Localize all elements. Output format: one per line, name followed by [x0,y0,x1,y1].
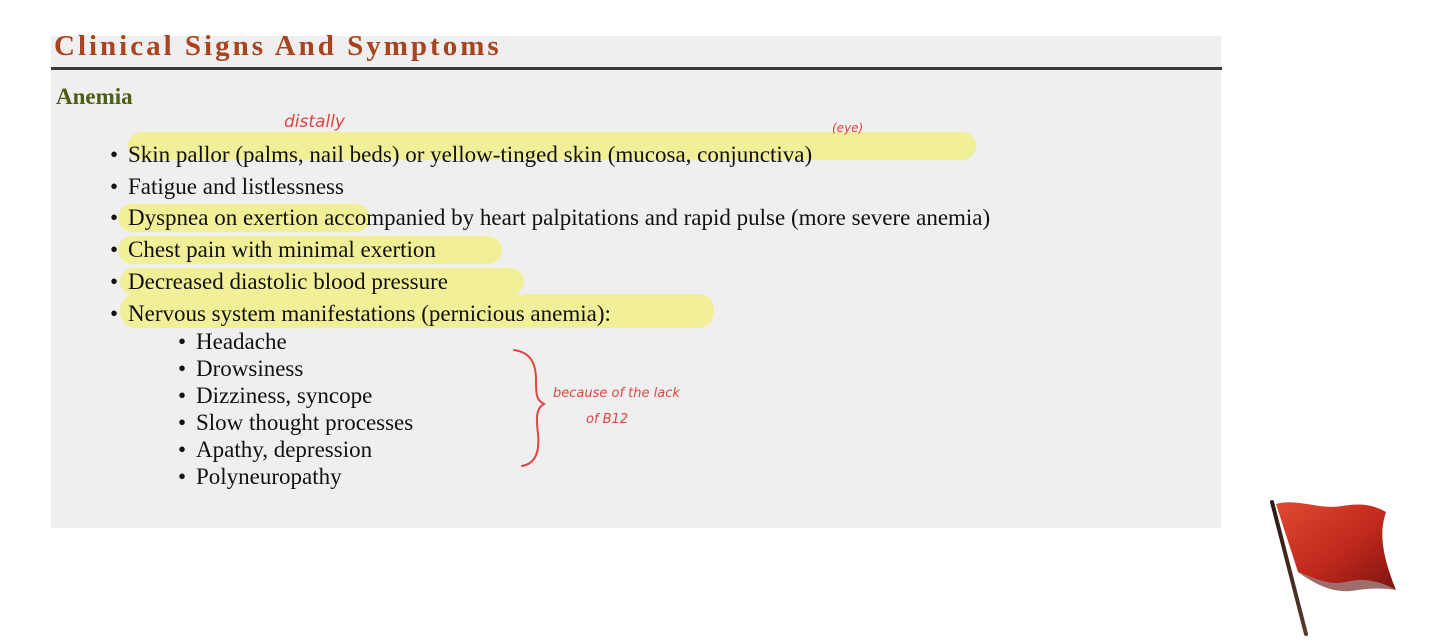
bullet-item [110,204,990,232]
bullet-dot: • [110,205,119,230]
sub-bullet-label: Apathy, depression [196,437,373,462]
annotation-b12-line2: of B12 [586,412,629,427]
sub-bullet-item [178,355,303,382]
bullet-dot: • [178,464,187,489]
sub-bullet-item [178,409,413,436]
bullet-label: Skin pallor (palms, nail beds) or yellow-tinged skin (mucosa, conjunctiva) [128,142,813,167]
bullet-item [110,141,812,169]
title-divider [51,67,1222,70]
bullet-label: Fatigue and listlessness [128,174,344,199]
bullet-dot: • [110,301,119,326]
sub-bullet-label: Dizziness, syncope [196,383,373,408]
sub-bullet-item [178,328,287,355]
annotation-b12-line1: because of the lack [553,386,680,401]
handwritten-brace-icon [508,346,548,470]
bullet-item [110,173,344,201]
annotation-eye: (eye) [832,121,864,135]
bullet-dot: • [178,356,187,381]
sub-bullet-item [178,382,372,409]
bullet-dot: • [178,437,187,462]
bullet-dot: • [110,142,119,167]
bullet-item [110,300,611,328]
bullet-dot: • [110,269,119,294]
bullet-dot: • [110,174,119,199]
bullet-item [110,268,448,296]
bullet-label: Nervous system manifestations (pernicious anemia): [128,301,611,326]
bullet-dot: • [110,237,119,262]
sub-bullet-label: Slow thought processes [196,410,414,435]
annotation-distally: distally [284,112,345,132]
red-flag-icon [1268,498,1402,638]
subtitle-anemia: Anemia [56,84,133,109]
sub-bullet-label: Headache [196,329,287,354]
sub-bullet-label: Drowsiness [196,356,304,381]
bullet-dot: • [178,410,187,435]
bullet-dot: • [178,329,187,354]
bullet-label: Chest pain with minimal exertion [128,237,436,262]
sub-bullet-item [178,463,342,490]
bullet-item [110,236,436,264]
bullet-label: Decreased diastolic blood pressure [128,269,448,294]
sub-bullet-label: Polyneuropathy [196,464,342,489]
bullet-label: Dyspnea on exertion accompanied by heart palpitations and rapid pulse (more severe anemia) [128,205,991,230]
section-title: Clinical Signs And Symptoms [54,30,502,62]
bullet-dot: • [178,383,187,408]
sub-bullet-item [178,436,372,463]
